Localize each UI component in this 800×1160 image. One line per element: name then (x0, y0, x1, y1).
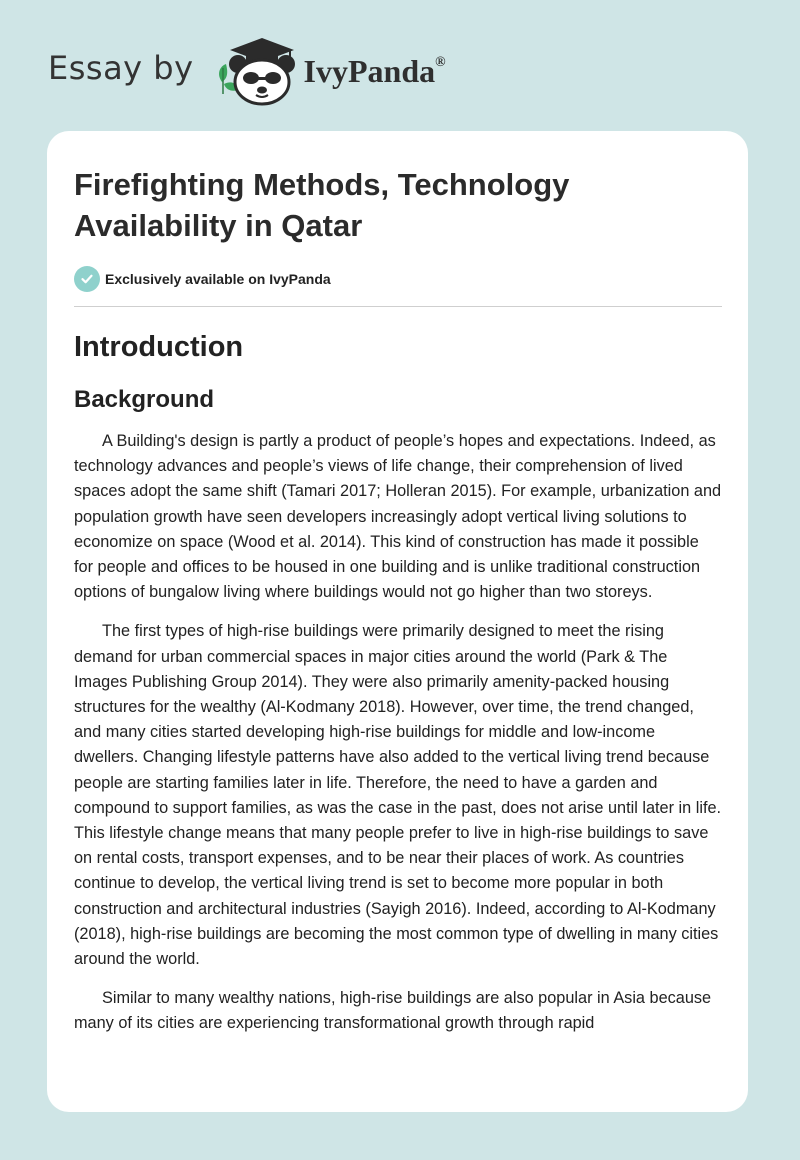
paragraph: A Building's design is partly a product of people’s hopes and expectations. Indeed, as technology advances and people’s views of life change, their comprehension of lived spaces adopt the same shift (Tamari 2017; Holleran 2015). For example, urbanization and population growth have seen developers increasingly adopt vertical living solutions to economize on space (Wood et al. 2014). This kind of construction has made it possible for people and offices to be housed in one building and is unlike traditional construction options of bungalow living where buildings would not go higher than two storeys. (74, 432, 722, 602)
subsection-heading: Background (74, 386, 215, 413)
section-heading: Introduction (74, 331, 244, 363)
panda-graduate-logo-icon (210, 34, 302, 106)
paragraph: The first types of high-rise buildings were primarily designed to meet the rising demand for urban commercial spaces in major cities around the world (Park & The Images Publishing Group 2014). They were also primarily amenity-packed housing structures for the wealthy (Al-Kodmany 2018). However, over time, the trend changed, and many cities started developing high-rise buildings for middle and low-income dwellers. Changing lifestyle patterns have also added to the vertical living trend because people are starting families later in life. Therefore, the need to have a garden and compound to support families, as was the case in the past, does not arise until later in life. This lifestyle change means that many people prefer to live in high-rise buildings to save on rental costs, transport expenses, and to be near their places of work. As countries continue to develop, the vertical living trend is set to become more popular in both construction and architectural industries (Sayigh 2016). Indeed, according to Al-Kodmany (2018), high-rise buildings are becoming the most common type of dwelling in many cities around the world. (74, 622, 722, 969)
essay-title: Firefighting Methods, Technology Availability in Qatar (74, 167, 570, 243)
check-circle-icon (74, 266, 100, 292)
divider (74, 306, 722, 307)
brand-name: IvyPanda® (303, 52, 446, 89)
essay-content (74, 164, 722, 1037)
exclusive-text: Exclusively available on IvyPanda (105, 271, 331, 287)
essay-card (47, 131, 748, 1112)
exclusive-badge (74, 266, 722, 292)
paragraph: Similar to many wealthy nations, high-rise buildings are also popular in Asia because many of its cities are experiencing transformational growth through rapid (74, 989, 712, 1033)
brand-prefix: Essay by (48, 49, 194, 87)
site-brand[interactable] (48, 34, 446, 106)
